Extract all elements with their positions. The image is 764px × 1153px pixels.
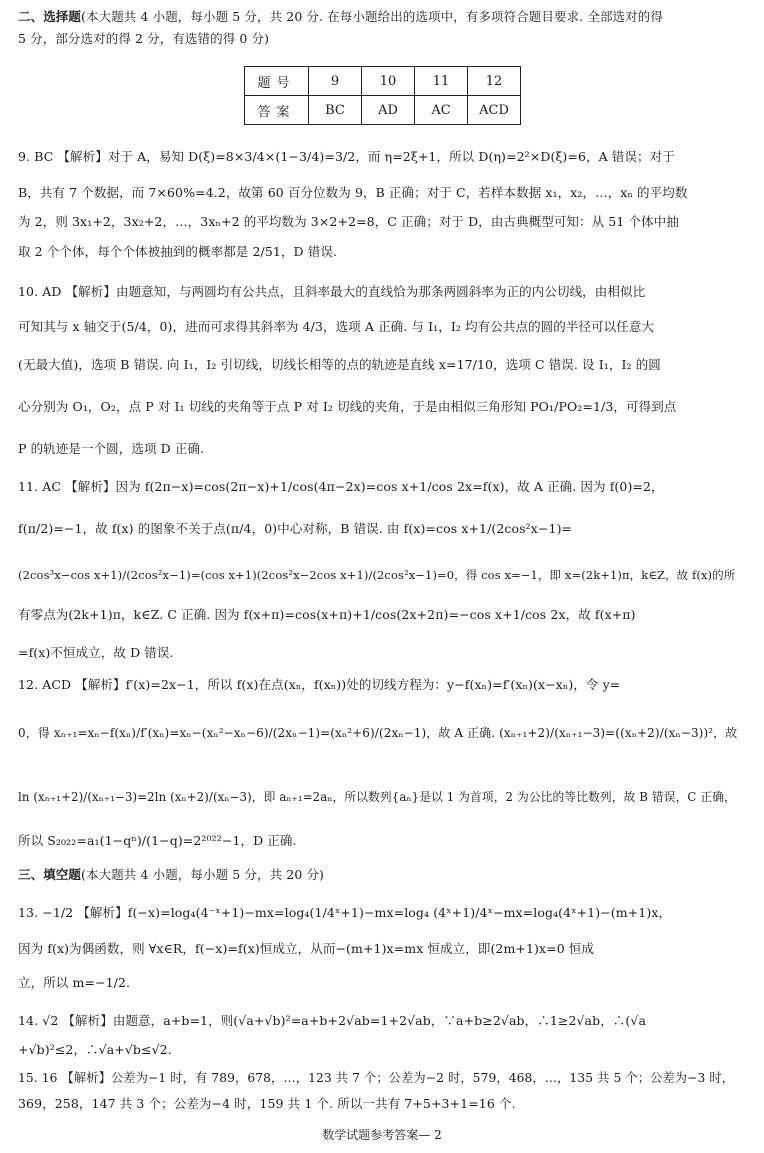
section-3-intro: (本大题共 4 小题，每小题 5 分，共 20 分) bbox=[81, 867, 325, 882]
table-cell: ACD bbox=[468, 96, 521, 125]
q13-line-3: 立，所以 m=−1/2. bbox=[18, 975, 131, 990]
section-2-intro-1: (本大题共 4 小题，每小题 5 分，共 20 分. 在每小题给出的选项中，有多项符合题目要求. 全部选对的得 bbox=[81, 9, 663, 24]
section-2-title: 二、选择题 bbox=[18, 9, 82, 24]
q10-line-2: 可知其与 x 轴交于(5/4，0)，进而可求得其斜率为 4/3，选项 A 正确. 与 I₁，I₂ 均有公共点的圆的半径可以任意大 bbox=[18, 319, 655, 334]
table-cell: AD bbox=[362, 96, 415, 125]
table-cell: 9 bbox=[309, 67, 362, 96]
q10-line-4: 心分别为 O₁，O₂，点 P 对 I₁ 切线的夹角等于点 P 对 I₂ 切线的夹角，于是由相似三角形知 PO₁/PO₂=1/3，可得到点 bbox=[18, 399, 677, 414]
q11-line-5: =f(x)不恒成立，故 D 错误. bbox=[18, 645, 174, 660]
q9-line-2: B，共有 7 个数据，而 7×60%=4.2，故第 60 百分位数为 9，B 正确；对于 C，若样本数据 x₁，x₂，…，xₙ 的平均数 bbox=[18, 185, 688, 200]
q15-line-1: 15. 16 【解析】公差为−1 时，有 789，678，…，123 共 7 个；公差为−2 时，579，468，…，135 共 5 个；公差为−3 时， bbox=[18, 1071, 735, 1085]
answer-table bbox=[244, 66, 521, 125]
q12-line-2: 0，得 xₙ₊₁=xₙ−f(xₙ)/f′(xₙ)=xₙ−(xₙ²−xₙ−6)/(2xₙ−1)=(xₙ²+6)/(2xₙ−1)，故 A 正确. (xₙ₊₁+2)/(xₙ₊₁−3)=((xₙ+2)/(xₙ−3))²，故 bbox=[18, 726, 738, 740]
q15-line-2: 369，258，147 共 3 个；公差为−4 时，159 共 1 个. 所以一共有 7+5+3+1=16 个. bbox=[18, 1096, 516, 1111]
q14-line-2: +√b)²≤2，∴√a+√b≤√2. bbox=[18, 1042, 172, 1057]
q12-line-4: 所以 S₂₀₂₂=a₁(1−qⁿ)/(1−q)=2²⁰²²−1，D 正确. bbox=[18, 833, 297, 848]
q9-line-3: 为 2，则 3x₁+2，3x₂+2，…，3xₙ+2 的平均数为 3×2+2=8，C 正确；对于 D，由古典概型可知：从 51 个体中抽 bbox=[18, 214, 679, 229]
q9-line-4: 取 2 个个体，每个个体被抽到的概率都是 2/51，D 错误. bbox=[18, 244, 338, 259]
section-2-intro-2: 5 分，部分选对的得 2 分，有选错的得 0 分) bbox=[18, 31, 270, 46]
q11-line-4: 有零点为(2k+1)π，k∈Z. C 正确. 因为 f(x+π)=cos(x+π)+1/cos(2x+2π)=−cos x+1/cos 2x，故 f(x+π) bbox=[18, 607, 636, 622]
table-cell: BC bbox=[309, 96, 362, 125]
q13-line-1: 13. −1/2 【解析】f(−x)=log₄(4⁻ˣ+1)−mx=log₄(1/4ˣ+1)−mx=log₄ (4ˣ+1)/4ˣ−mx=log₄(4ˣ+1)−(m+1)x， bbox=[18, 905, 672, 920]
table-cell: AC bbox=[415, 96, 468, 125]
table-cell: 答案 bbox=[245, 96, 309, 125]
q10-line-1: 10. AD 【解析】由题意知，与两圆均有公共点，且斜率最大的直线恰为那条两圆斜率为正的内公切线，由相似比 bbox=[18, 284, 646, 299]
section-3-heading bbox=[18, 866, 748, 884]
q14-line-1: 14. √2 【解析】由题意，a+b=1，则(√a+√b)²=a+b+2√ab=1+2√ab，∵a+b≥2√ab，∴1≥2√ab，∴(√a bbox=[18, 1013, 647, 1028]
answer-table-row-answers bbox=[245, 96, 521, 125]
q12-line-1: 12. ACD 【解析】f′(x)=2x−1，所以 f(x)在点(xₙ，f(xₙ))处的切线方程为：y−f(xₙ)=f′(xₙ)(x−xₙ)，令 y= bbox=[18, 677, 621, 692]
q9-line-1: 9. BC 【解析】对于 A，易知 D(ξ)=8×3/4×(1−3/4)=3/2，而 η=2ξ+1，所以 D(η)=2²×D(ξ)=6，A 错误；对于 bbox=[18, 149, 675, 164]
q11-line-1: 11. AC 【解析】因为 f(2π−x)=cos(2π−x)+1/cos(4π−2x)=cos x+1/cos 2x=f(x)，故 A 正确. 因为 f(0)=2， bbox=[18, 479, 664, 494]
answer-table-row-numbers bbox=[245, 67, 521, 96]
section-3-title: 三、填空题 bbox=[18, 867, 82, 882]
q10-line-5: P 的轨迹是一个圆，选项 D 正确. bbox=[18, 441, 205, 456]
q11-line-3: (2cos³x−cos x+1)/(2cos²x−1)=(cos x+1)(2cos²x−2cos x+1)/(2cos²x−1)=0，得 cos x=−1，即 x=(2k+1)π，k∈Z，故 f(x)的所 bbox=[18, 568, 736, 582]
section-2-heading bbox=[18, 8, 748, 26]
page-footer: 数学试题参考答案— 2 bbox=[322, 1128, 442, 1142]
q12-line-3: ln (xₙ₊₁+2)/(xₙ₊₁−3)=2ln (xₙ+2)/(xₙ−3)，即 aₙ₊₁=2aₙ，所以数列{aₙ}是以 1 为首项，2 为公比的等比数列，故 B 错误，C 正确， bbox=[18, 790, 736, 804]
q10-line-3: (无最大值)，选项 B 错误. 向 I₁，I₂ 引切线，切线长相等的点的轨迹是直线 x=17/10，选项 C 错误. 设 I₁，I₂ 的圆 bbox=[18, 357, 661, 372]
q13-line-2: 因为 f(x)为偶函数，则 ∀x∈R，f(−x)=f(x)恒成立，从而−(m+1)x=mx 恒成立，即(2m+1)x=0 恒成 bbox=[18, 941, 595, 956]
table-cell: 题号 bbox=[245, 67, 309, 96]
table-cell: 10 bbox=[362, 67, 415, 96]
q11-line-2: f(π/2)=−1，故 f(x) 的图象不关于点(π/4，0)中心对称，B 错误. 由 f(x)=cos x+1/(2cos²x−1)= bbox=[18, 521, 573, 536]
table-cell: 12 bbox=[468, 67, 521, 96]
table-cell: 11 bbox=[415, 67, 468, 96]
